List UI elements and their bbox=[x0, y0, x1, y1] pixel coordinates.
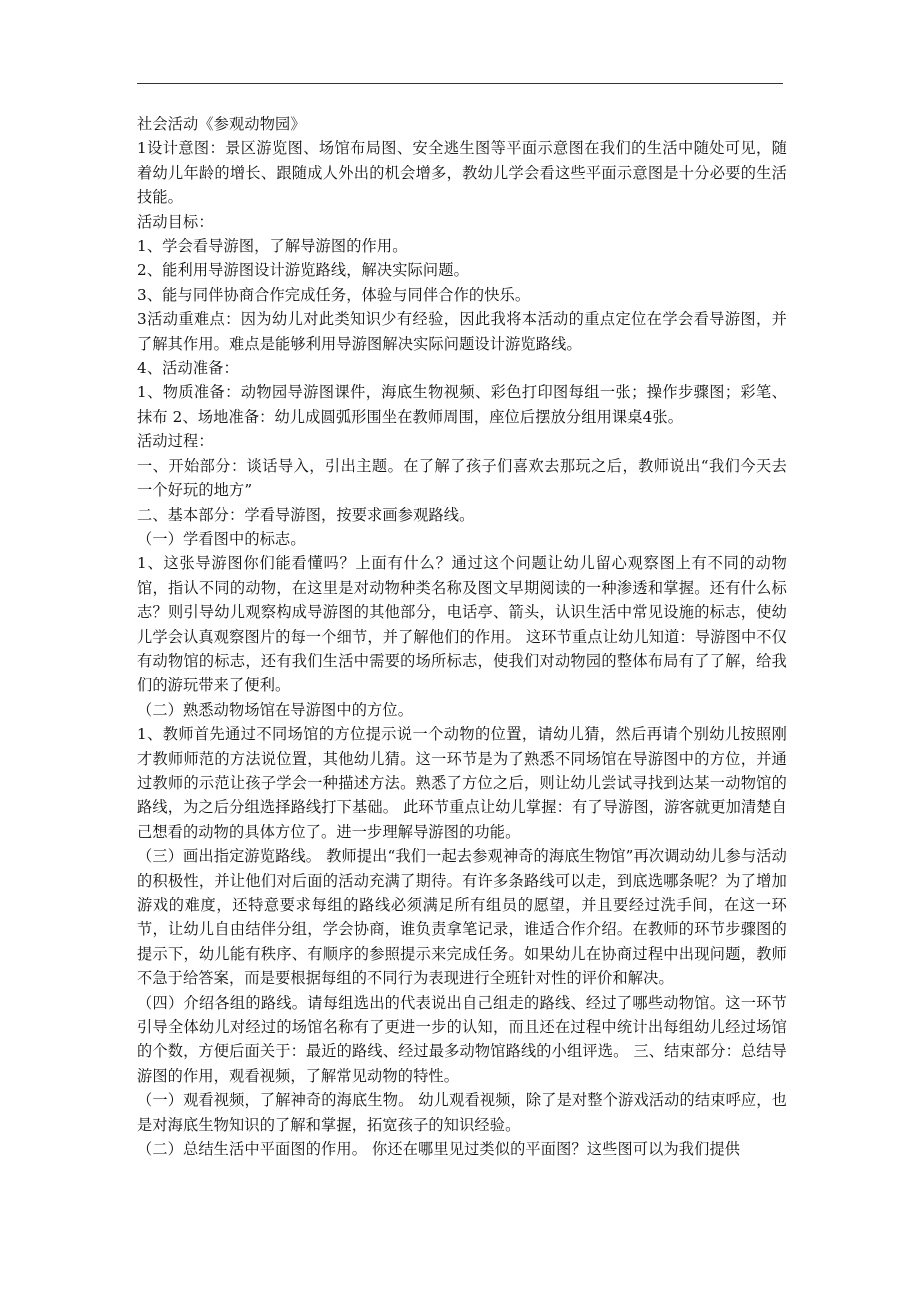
paragraph-watch-video: （一）观看视频，了解神奇的海底生物。 幼儿观看视频，除了是对整个游戏活动的结束呼应，也是对海底生物知识的了解和掌握，拓宽孩子的知识经验。 bbox=[137, 1091, 787, 1134]
heading-goals: 活动目标： bbox=[137, 212, 214, 231]
paragraph-key-points: 3活动重难点：因为幼儿对此类知识少有经验，因此我将本活动的重点定位在学会看导游图，并了解其作用。难点是能够利用导游图解决实际问题设计游览路线。 bbox=[137, 310, 787, 353]
paragraph-preparation: 1、物质准备：动物园导游图课件，海底生物视频、彩色打印图每组一张；操作步骤图；彩笔、抹布 2、场地准备：幼儿成圆弧形围坐在教师周围，座位后摆放分组用课桌4张。 bbox=[137, 383, 787, 426]
paragraph-opening: 一、开始部分：谈话导入，引出主题。在了解了孩子们喜欢去那玩之后，教师说出“我们今天去一个好玩的地方” bbox=[137, 456, 787, 500]
heading-process: 活动过程： bbox=[137, 432, 214, 451]
goal-item-3: 3、能与同伴协商合作完成任务，体验与同伴合作的快乐。 bbox=[137, 285, 531, 304]
heading-preparation: 4、活动准备： bbox=[137, 359, 239, 378]
document-title: 社会活动《参观动物园》 bbox=[137, 115, 306, 133]
header-rule bbox=[137, 83, 783, 84]
paragraph-signs: 1、这张导游图你们能看懂吗？上面有什么？通过这个问题让幼儿留心观察图上有不同的动物馆，指认不同的动物，在这里是对动物种类名称及图文早期阅读的一种渗透和掌握。还有什么标志？则引导幼儿观察构成导游图的其他部分，电话亭、箭头，认识生活中常见设施的标志，使幼儿学会认真观察图片的每一个细节，并了解他们的作用。 这环节重点让幼儿知道：导游图中不仅有动物馆的标志，还有我们生活中需要的场所标志，使我们对动物园的整体布局有了了解，给我们的游玩带来了便利。 bbox=[137, 554, 787, 695]
paragraph-present-routes: （四）介绍各组的路线。请每组选出的代表说出自己组走的路线、经过了哪些动物馆。这一环节引导全体幼儿对经过的场馆名称有了更进一步的认知，而且还在过程中统计出每组幼儿经过场馆的个数，方便后面关于：最近的路线、经过最多动物馆路线的小组评选。 三、结束部分：总结导游图的作用，观看视频，了解常见动物的特性。 bbox=[137, 993, 787, 1085]
paragraph-draw-route: （三）画出指定游览路线。 教师提出“我们一起去参观神奇的海底生物馆”再次调动幼儿参与活动的积极性，并让他们对后面的活动充满了期待。有许多条路线可以走，到底选哪条呢？为了增加游戏的难度，还特意要求每组的路线必须满足所有组员的愿望，并且要经过洗手间，在这一环节，让幼儿自由结伴分组，学会协商，谁负责拿笔记录，谁适合作介绍。在教师的环节步骤图的提示下，幼儿能有秩序、有顺序的参照提示来完成任务。如果幼儿在协商过程中出现问题，教师不急于给答案，而是要根据每组的不同行为表现进行全班针对性的评价和解决。 bbox=[137, 847, 787, 988]
goal-item-2: 2、能利用导游图设计游览路线，解决实际问题。 bbox=[137, 261, 469, 280]
paragraph-design-intent: 1设计意图：景区游览图、场馆布局图、安全逃生图等平面示意图在我们的生活中随处可见，随着幼儿年龄的增长、跟随成人外出的机会增多，教幼儿学会看这些平面示意图是十分必要的生活技能。 bbox=[137, 139, 787, 207]
subheading-orientation: （二）熟悉动物场馆在导游图中的方位。 bbox=[137, 700, 414, 719]
subheading-signs: （一）学看图中的标志。 bbox=[137, 529, 306, 548]
paragraph-orientation: 1、教师首先通过不同场馆的方位提示说一个动物的位置，请幼儿猜，然后再请个别幼儿按照刚才教师师范的方法说位置，其他幼儿猜。这一环节是为了熟悉不同场馆在导游图中的方位，并通过教师的示范让孩子学会一种描述方法。熟悉了方位之后，则让幼儿尝试寻找到达某一动物馆的路线，为之后分组选择路线打下基础。 此环节重点让幼儿掌握：有了导游图，游客就更加清楚自己想看的动物的具体方位了。进一步理解导游图的功能。 bbox=[137, 725, 787, 841]
goal-item-1: 1、学会看导游图，了解导游图的作用。 bbox=[137, 237, 408, 256]
document-body bbox=[137, 112, 787, 1161]
paragraph-basic-part: 二、基本部分：学看导游图，按要求画参观路线。 bbox=[137, 505, 475, 524]
paragraph-summary: （二）总结生活中平面图的作用。 你还在哪里见过类似的平面图？这些图可以为我们提供 bbox=[137, 1140, 741, 1159]
